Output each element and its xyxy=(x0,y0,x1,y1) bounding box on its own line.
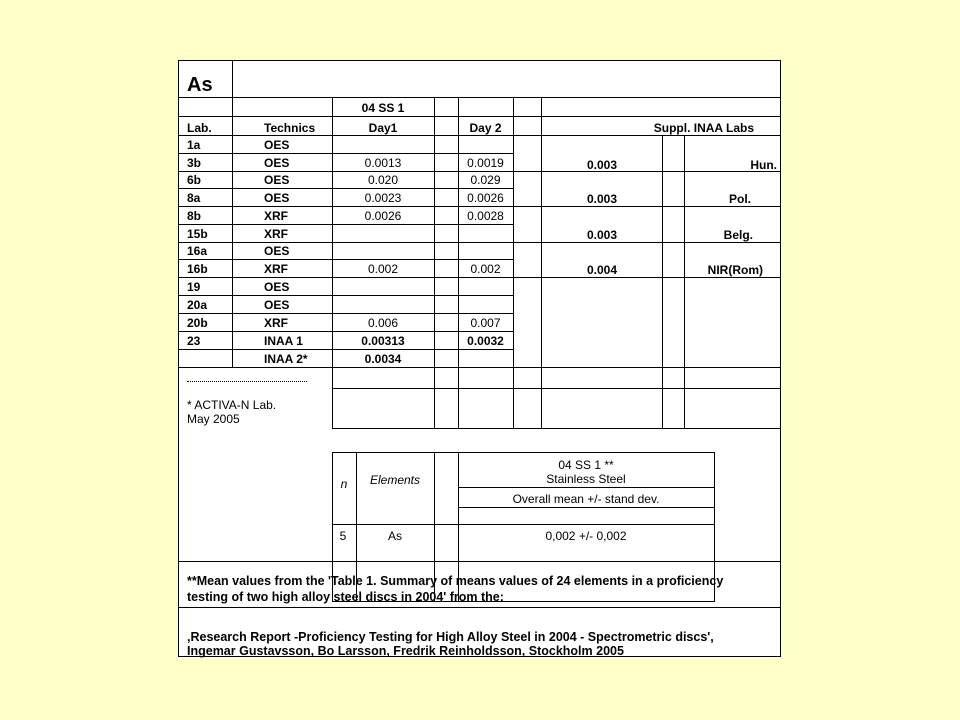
lab-cell: 3b xyxy=(187,156,202,170)
footnote-rule xyxy=(187,381,307,382)
grid-line xyxy=(662,277,663,429)
technics-cell: OES xyxy=(264,173,290,187)
grid-line xyxy=(541,135,542,429)
grid-line xyxy=(179,331,514,332)
grid-line xyxy=(179,188,514,189)
grid-line xyxy=(458,507,715,508)
data-sheet xyxy=(178,60,781,657)
mean-header: Overall mean +/- stand dev. xyxy=(512,492,660,506)
technics-cell: OES xyxy=(264,156,290,170)
day1-header: Day1 xyxy=(368,121,398,135)
grid-line xyxy=(179,224,514,225)
technics-cell: OES xyxy=(264,244,290,258)
grid-line xyxy=(684,135,685,429)
lab-cell: 16a xyxy=(187,244,208,258)
reference-note: ,Research Report -Proficiency Testing for High Alloy Steel in 2004 - Spectrometric discs', xyxy=(187,630,714,644)
lab-cell: 8b xyxy=(187,209,202,223)
grid-line xyxy=(179,561,781,562)
mean-note: **Mean values from the 'Table 1. Summary of means values of 24 elements in a proficiency xyxy=(187,574,724,588)
day2-cell: 0.002 xyxy=(470,262,501,276)
grid-line xyxy=(179,349,514,350)
grid-line xyxy=(332,524,715,525)
suppl-lab: Belg. xyxy=(723,228,753,242)
day2-cell: 0.0026 xyxy=(467,191,504,205)
lab-cell: 20b xyxy=(187,316,208,330)
grid-line xyxy=(513,206,781,207)
day1-cell: 0.00313 xyxy=(361,334,405,348)
technics-cell: INAA 1 xyxy=(264,334,303,348)
technics-cell: OES xyxy=(264,138,290,152)
technics-cell: OES xyxy=(264,191,290,205)
technics-cell: XRF xyxy=(264,316,288,330)
footnote-line: May 2005 xyxy=(187,412,240,426)
n-header: n xyxy=(340,477,348,491)
technics-cell: XRF xyxy=(264,209,288,223)
technics-cell: OES xyxy=(264,280,290,294)
grid-line xyxy=(179,313,514,314)
technics-cell: INAA 2* xyxy=(264,352,308,366)
grid-line xyxy=(458,487,715,488)
grid-line xyxy=(179,116,781,117)
grid-line xyxy=(179,242,514,243)
suppl-lab: Hun. xyxy=(750,158,777,172)
day1-cell: 0.0023 xyxy=(364,191,402,205)
suppl-lab: Pol. xyxy=(728,192,751,206)
grid-line xyxy=(232,116,233,368)
day2-cell: 0.007 xyxy=(470,316,501,330)
grid-line xyxy=(513,277,781,278)
element-value: As xyxy=(387,529,402,543)
grid-line xyxy=(232,61,233,117)
grid-line xyxy=(332,452,715,453)
lab-cell: 6b xyxy=(187,173,202,187)
lab-cell: 16b xyxy=(187,262,208,276)
day1-cell: 0.020 xyxy=(367,173,399,187)
grid-line xyxy=(179,97,781,98)
mean-value: 0,002 +/- 0,002 xyxy=(545,529,627,543)
reference-note: Ingemar Gustavsson, Bo Larsson, Fredrik Reinholdsson, Stockholm 2005 xyxy=(187,644,624,658)
lab-cell: 15b xyxy=(187,227,208,241)
grid-line xyxy=(179,367,781,368)
grid-line xyxy=(179,153,514,154)
sample-header: 04 SS 1 xyxy=(361,101,405,115)
grid-line xyxy=(513,242,781,243)
grid-line xyxy=(179,295,514,296)
grid-line xyxy=(662,135,663,172)
suppl-value: 0.003 xyxy=(586,228,618,242)
technics-cell: OES xyxy=(264,298,290,312)
footnote-line: * ACTIVA-N Lab. xyxy=(187,398,277,412)
lab-cell: 20a xyxy=(187,298,208,312)
day1-cell: 0.0034 xyxy=(364,352,402,366)
grid-line xyxy=(662,242,663,278)
grid-line xyxy=(332,428,781,429)
lab-cell: 8a xyxy=(187,191,201,205)
day1-cell: 0.006 xyxy=(367,316,399,330)
summary-material: Stainless Steel xyxy=(546,472,626,486)
day1-cell: 0.0026 xyxy=(364,209,402,223)
grid-line xyxy=(434,97,435,429)
n-value: 5 xyxy=(339,529,347,543)
element-title: As xyxy=(187,74,213,96)
grid-line xyxy=(179,259,514,260)
day2-cell: 0.0019 xyxy=(467,156,504,170)
lab-cell: 23 xyxy=(187,334,201,348)
suppl-value: 0.003 xyxy=(586,158,618,172)
lab-cell: 19 xyxy=(187,280,201,294)
suppl-value: 0.003 xyxy=(586,192,618,206)
grid-line xyxy=(179,277,514,278)
grid-line xyxy=(662,206,663,243)
suppl-lab: NIR(Rom) xyxy=(707,263,763,277)
grid-line xyxy=(541,97,542,136)
technics-header: Technics xyxy=(264,121,316,135)
day1-cell: 0.0013 xyxy=(364,156,402,170)
summary-sample: 04 SS 1 ** xyxy=(558,458,614,472)
grid-line xyxy=(513,97,514,429)
grid-line xyxy=(179,171,514,172)
suppl-header: Suppl. INAA Labs xyxy=(653,121,754,135)
grid-line xyxy=(662,171,663,207)
grid-line xyxy=(179,206,514,207)
technics-cell: XRF xyxy=(264,227,288,241)
lab-cell: 1a xyxy=(187,138,201,152)
day1-cell: 0.002 xyxy=(367,262,399,276)
grid-line xyxy=(332,388,781,389)
mean-note: testing of two high alloy steel discs in 2004' from the: xyxy=(187,590,504,604)
day2-cell: 0.029 xyxy=(470,173,501,187)
day2-cell: 0.0028 xyxy=(467,209,504,223)
day2-header: Day 2 xyxy=(469,121,502,135)
technics-cell: XRF xyxy=(264,262,288,276)
suppl-value: 0.004 xyxy=(586,263,618,277)
elements-header: Elements xyxy=(369,473,421,487)
grid-line xyxy=(179,607,781,608)
grid-line xyxy=(179,135,781,136)
day2-cell: 0.0032 xyxy=(467,334,504,348)
lab-header: Lab. xyxy=(187,121,212,135)
